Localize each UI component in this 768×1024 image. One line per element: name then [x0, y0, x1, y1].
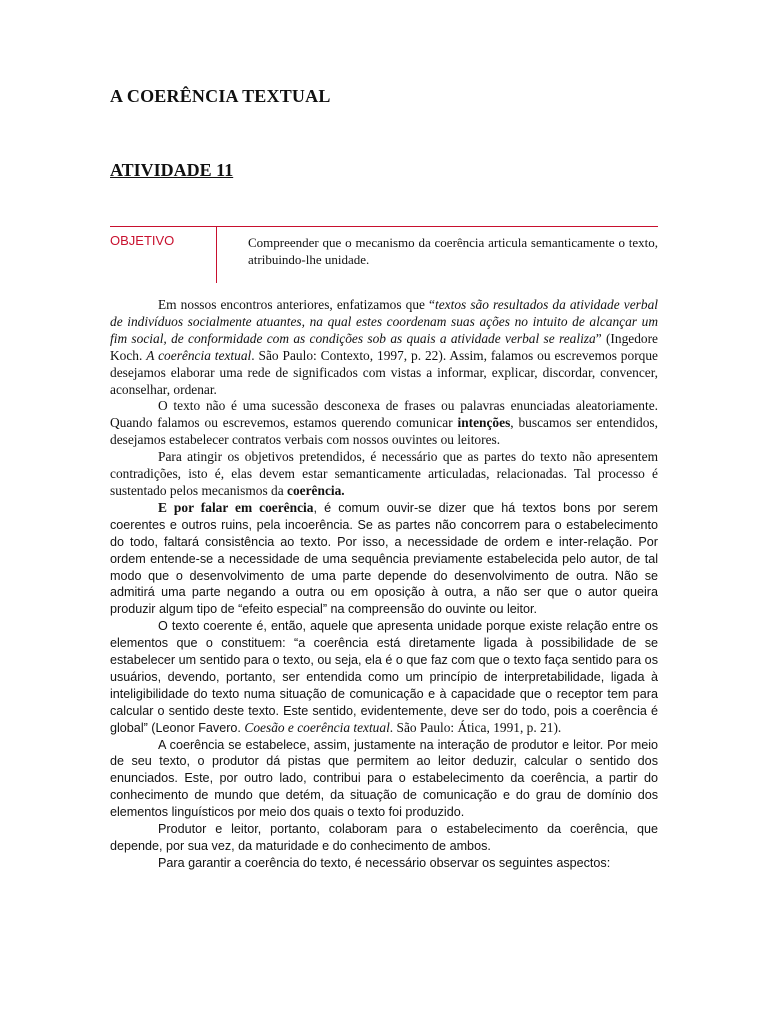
- body-paragraph: [110, 821, 658, 855]
- bold-text: E por falar em coerência: [158, 499, 314, 515]
- paragraph-text: ” (Ingedore Koch.: [110, 330, 659, 363]
- objective-box: [110, 226, 658, 283]
- italic-text: textos são resultados da atividade verbal de indivíduos socialmente atuantes, na qual estes coordenam suas ações no intuito de alcançar um fim social, de conformidade com as condições sob as quais a atividade verbal se realiza: [110, 297, 658, 346]
- body-paragraph: [110, 855, 658, 872]
- body-paragraph: [110, 449, 658, 500]
- body-paragraph: [110, 737, 658, 822]
- document-title: A COERÊNCIA TEXTUAL: [110, 86, 331, 106]
- paragraph-text: Produtor e leitor, portanto, colaboram para o estabelecimento da coerência, que depende, por sua vez, da maturidade e do conhecimento de ambos.: [110, 822, 658, 853]
- bold-text: coerência.: [287, 482, 345, 498]
- activity-title: ATIVIDADE 11: [110, 160, 234, 180]
- paragraph-text: Para garantir a coerência do texto, é necessário observar os seguintes aspectos:: [158, 855, 611, 870]
- paragraph-text: Para atingir os objetivos pretendidos, é necessário que as partes do texto não apresentem contradições, isto é, elas devem estar semanticamente articuladas, relacionadas. Tal processo é sustentado pelos mecanismos da: [110, 449, 658, 498]
- body-text: [110, 297, 658, 872]
- paragraph-text: . São Paulo: Contexto, 1997, p. 22). Assim, falamos ou escrevemos porque desejamos elaborar uma rede de significados com vistas a informar, explicar, discordar, convencer, aconselhar, ordenar.: [110, 347, 658, 397]
- body-paragraph: [110, 398, 658, 449]
- paragraph-text: , é comum ouvir-se dizer que há textos bons por serem coerentes e outros ruins, pela incoerência. Se as partes não concorrem para o estabelecimento do todo, faltará consistência ao texto. Por isso, a necessidade de ordem e inter-relação. Por ordem entende-se a necessidade de uma sequência previamente estabelecida pelo autor, de tal modo que o desenvolvimento de uma parte depende do desenvolvimento de outra. Não se admitirá uma parte negando a outra ou em oposição à outra, a não ser que o autor queira produzir algum tipo de “efeito especial” na compreensão do ouvinte ou leitor.: [110, 500, 658, 617]
- paragraph-text: . São Paulo: Ática, 1991, p. 21).: [389, 719, 562, 735]
- italic-text: A coerência textual: [146, 347, 252, 363]
- paragraph-text: O texto não é uma sucessão desconexa de frases ou palavras enunciadas aleatoriamente. Quando falamos ou escrevemos, estamos querendo comunicar: [110, 398, 658, 431]
- paragraph-text: A coerência se estabelece, assim, justamente na interação de produtor e leitor. Por meio de seu texto, o produtor dá pistas que permitem ao leitor deduzir, calcular o sentido dos enunciados. Este, por outro lado, contribui para o estabelecimento da coerência, a partir do conhecimento de mundo que detém, da situação de comunicação e do grau de domínio dos elementos linguísticos por meio dos quais o texto foi produzido.: [110, 737, 658, 820]
- italic-text: Coesão e coerência textual: [244, 719, 390, 735]
- body-paragraph: [110, 500, 658, 618]
- paragraph-text: , buscamos ser entendidos, desejamos estabelecer contratos verbais com nossos ouvintes ou leitores.: [110, 415, 658, 448]
- body-paragraph: [110, 618, 658, 736]
- paragraph-text: O texto coerente é, então, aquele que apresenta unidade porque existe relação entre os elementos que o constituem: “a coerência está diretamente ligada à possibilidade de se estabelecer um sentido para o texto, ou seja, ela é o que faz com que o texto faça sentido para os usuários, devendo, portanto, ser entendida como um princípio de interpretabilidade, ligada à inteligibilidade do texto numa situação de comunicação e à capacidade que o receptor tem para calcular o sentido deste texto. Este sentido, evidentemente, deve ser do todo, pois a coerência é global” (Leonor Favero.: [110, 619, 658, 735]
- objective-text: Compreender que o mecanismo da coerência articula semanticamente o texto, atribuindo-lhe unidade.: [248, 235, 658, 267]
- paragraph-text: Em nossos encontros anteriores, enfatizamos que “: [158, 297, 435, 312]
- objective-divider: [216, 227, 217, 283]
- objective-label: OBJETIVO: [110, 233, 175, 248]
- body-paragraph: [110, 297, 658, 398]
- bold-text: intenções: [457, 415, 511, 431]
